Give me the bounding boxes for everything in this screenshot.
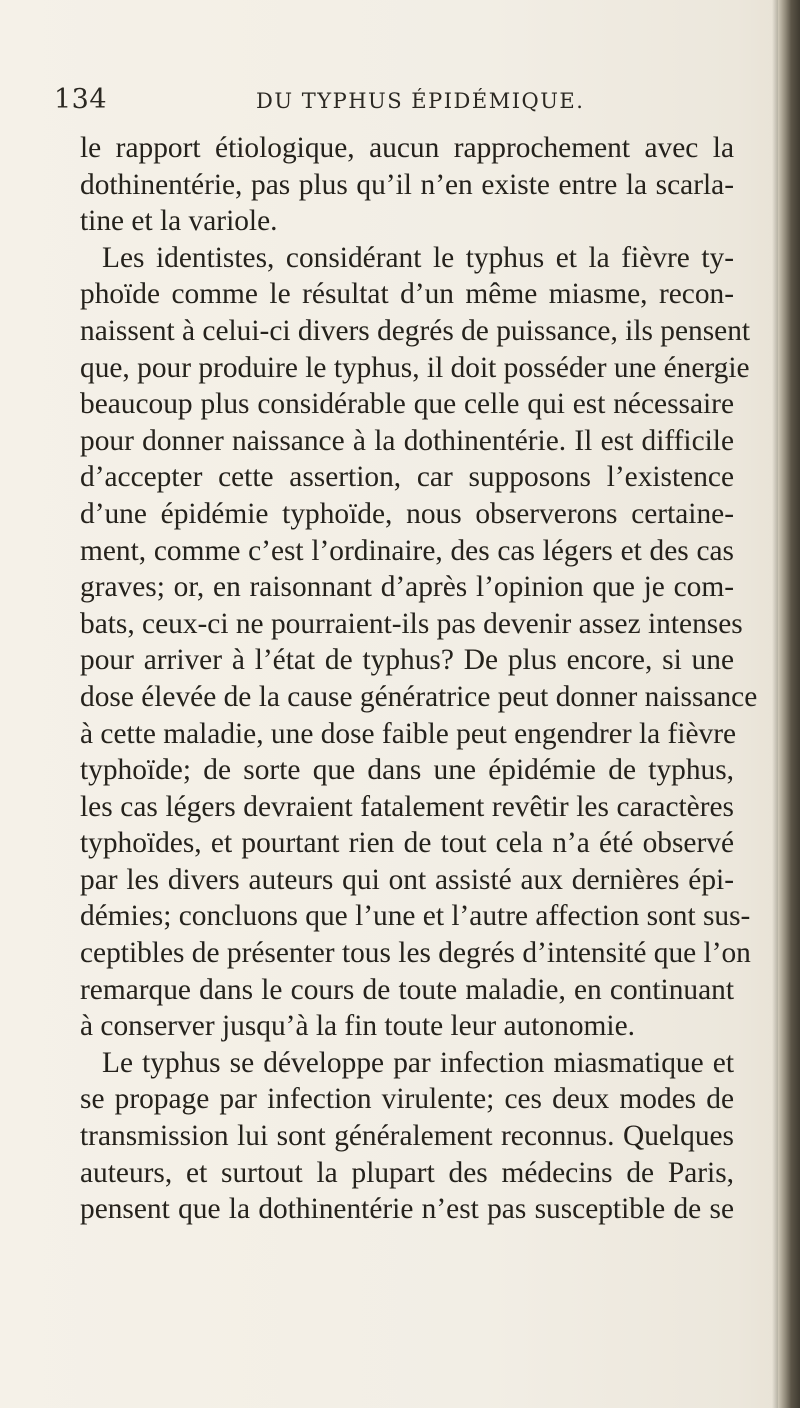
body-text xyxy=(80,130,758,1228)
text-line: transmission lui sont généralement reconnus. Quelques xyxy=(80,1120,734,1153)
text-line: typhoïdes, et pourtant rien de tout cela n’a été observé xyxy=(80,827,734,860)
text-line: naissent à celui-ci divers degrés de puissance, ils pensent xyxy=(80,314,751,347)
text-line: pour arriver à l’état de typhus? De plus encore, si une xyxy=(80,644,734,677)
text-line: le rapport étiologique, aucun rapprochement avec la xyxy=(80,132,734,164)
text-line: par les divers auteurs qui ont assisté aux dernières épi- xyxy=(80,863,734,896)
text-line: ment, comme c’est l’ordinaire, des cas légers et des cas xyxy=(80,534,734,567)
text-line: démies; concluons que l’une et l’autre affection sont sus- xyxy=(80,900,751,933)
text-line: que, pour produire le typhus, il doit posséder une énergie xyxy=(80,351,750,384)
text-line: remarque dans le cours de toute maladie, en continuant xyxy=(80,973,734,1006)
text-line: Le typhus se développe par infection miasmatique et xyxy=(102,1046,734,1079)
text-line: Les identistes, considérant le typhus et la fièvre ty- xyxy=(102,241,734,274)
text-line: d’une épidémie typhoïde, nous observerons certaine- xyxy=(80,497,734,530)
text-line: tine et la variole. xyxy=(80,205,278,238)
page-number: 134 xyxy=(54,84,108,115)
running-title: DU TYPHUS ÉPIDÉMIQUE. xyxy=(256,89,585,113)
page-header xyxy=(54,84,754,118)
text-line: dose élevée de la cause génératrice peut donner naissance xyxy=(80,680,758,713)
text-line: pour donner naissance à la dothinentérie. Il est difficile xyxy=(80,424,734,457)
text-line: dothinentérie, pas plus qu’il n’en existe entre la scarla- xyxy=(80,168,734,201)
text-line: se propage par infection virulente; ces deux modes de xyxy=(80,1083,734,1116)
text-line: beaucoup plus considérable que celle qui est nécessaire xyxy=(80,388,734,421)
text-line: graves; or, en raisonnant d’après l’opinion que je com- xyxy=(80,571,734,604)
text-line: typhoïde; de sorte que dans une épidémie de typhus, xyxy=(80,754,734,787)
text-line: d’accepter cette assertion, car supposons l’existence xyxy=(80,461,734,494)
text-line: pensent que la dothinentérie n’est pas susceptible de se xyxy=(80,1193,734,1226)
text-line: à cette maladie, une dose faible peut engendrer la fièvre xyxy=(80,717,737,750)
text-line: bats, ceux-ci ne pourraient-ils pas devenir assez intenses xyxy=(80,607,743,640)
text-line: les cas légers devraient fatalement revêtir les caractères xyxy=(80,790,734,823)
text-line: phoïde comme le résultat d’un même miasme, recon- xyxy=(80,278,734,311)
page-edge-shadow xyxy=(778,0,800,1408)
text-line: ceptibles de présenter tous les degrés d’intensité que l’on xyxy=(80,937,751,970)
text-line: à conserver jusqu’à la fin toute leur autonomie. xyxy=(80,1010,635,1043)
text-line: auteurs, et surtout la plupart des médecins de Paris, xyxy=(80,1156,734,1189)
